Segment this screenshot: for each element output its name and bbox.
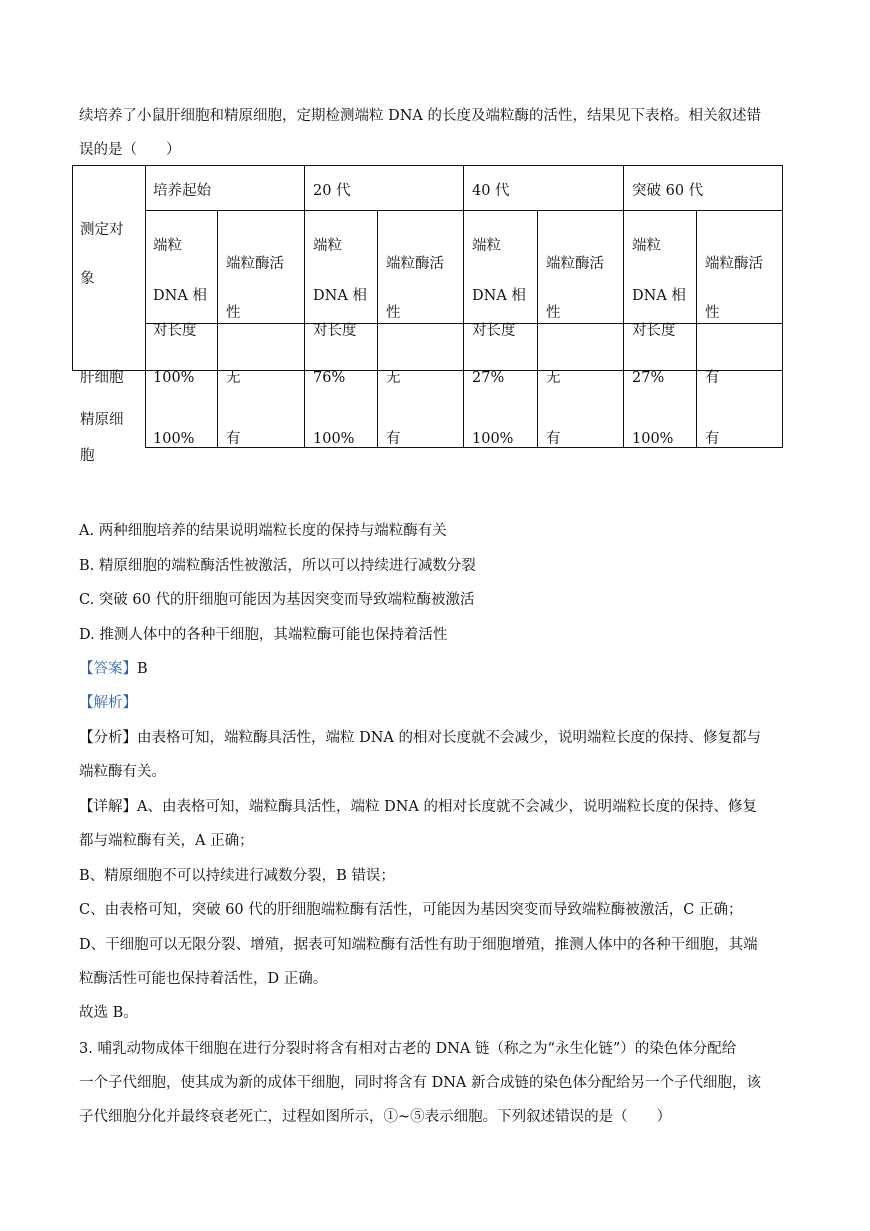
table-cell: 100%	[153, 370, 195, 386]
table-col-7	[623, 165, 624, 447]
group-header: 40 代	[472, 183, 510, 199]
group-header: 突破 60 代	[632, 183, 704, 199]
q3-line-1: 3. 哺乳动物成体干细胞在进行分裂时将含有相对古老的 DNA 链（称之为“永生化链”）的染色体分配给	[79, 1041, 737, 1057]
table-cell: 100%	[313, 431, 355, 447]
xiangjie-line-4: C、由表格可知，突破 60 代的肝细胞端粒酶有活性，可能因为基因突变而导致端粒酶被激活，C 正确；	[79, 902, 743, 918]
table-cell: 76%	[313, 370, 346, 386]
conclusion: 故选 B。	[79, 1005, 138, 1021]
sub-header-activity: 端粒酶活	[546, 256, 604, 272]
table-col-1	[145, 165, 146, 447]
table-cell: 无	[546, 370, 561, 386]
table-cell: 无	[386, 370, 401, 386]
sub-header-length: 端粒	[153, 238, 182, 254]
xiangjie-text: A、由表格可知，端粒酶具活性，端粒 DNA 的相对长度就不会减少，说明端粒长度的保持、修复	[137, 799, 757, 815]
fenxi-tag: 【分析】	[79, 730, 137, 746]
sub-header-activity: 性	[386, 305, 401, 321]
intro-line-2: 误的是（ ）	[79, 142, 181, 158]
table-col-8	[696, 210, 697, 447]
fenxi-line-2: 端粒酶有关。	[79, 764, 166, 780]
corner-header-cont: 象	[80, 271, 95, 287]
table-cell: 100%	[472, 431, 514, 447]
table-cell: 100%	[153, 431, 195, 447]
table-cell: 有	[226, 431, 241, 447]
sub-header-length: DNA 相	[472, 288, 526, 304]
answer-label: 【答案】	[79, 661, 137, 677]
table-cell: 27%	[632, 370, 665, 386]
table-cell: 有	[386, 431, 401, 447]
table-col-4	[377, 210, 378, 447]
answer-line	[79, 659, 148, 679]
intro-line-1: 续培养了小鼠肝细胞和精原细胞，定期检测端粒 DNA 的长度及端粒酶的活性，结果见下表格。相关叙述错	[79, 108, 761, 124]
data-table	[0, 0, 870, 480]
option-a: A. 两种细胞培养的结果说明端粒长度的保持与端粒酶有关	[79, 523, 447, 539]
sub-header-length: 端粒	[313, 238, 342, 254]
table-cell: 无	[226, 370, 241, 386]
row-label-spermatogonia: 精原细	[80, 412, 124, 428]
group-header: 培养起始	[153, 183, 211, 199]
table-col-6	[537, 210, 538, 447]
sub-header-length: 对长度	[313, 323, 357, 339]
sub-header-length: 对长度	[153, 323, 197, 339]
table-cell: 27%	[472, 370, 505, 386]
q3-line-3: 子代细胞分化并最终衰老死亡，过程如图所示，①~⑤表示细胞。下列叙述错误的是（ ）	[79, 1109, 672, 1125]
xiangjie-line-5: D、干细胞可以无限分裂、增殖，据表可知端粒酶有活性有助于细胞增殖，推测人体中的各种干细胞，其端	[79, 937, 758, 953]
table-rule-groups	[145, 210, 783, 211]
fenxi-line-1	[79, 728, 761, 748]
xiangjie-tag: 【详解】	[79, 799, 137, 815]
table-col-2	[217, 210, 218, 447]
table-cell: 有	[546, 431, 561, 447]
xiangjie-line-1	[79, 797, 757, 817]
sub-header-activity: 性	[705, 305, 720, 321]
option-b: B. 精原细胞的端粒酶活性被激活，所以可以持续进行减数分裂	[79, 558, 476, 574]
sub-header-length: DNA 相	[313, 288, 367, 304]
fenxi-text: 由表格可知，端粒酶具活性，端粒 DNA 的相对长度就不会减少，说明端粒长度的保持、修复都与	[137, 730, 761, 746]
table-col-5	[463, 165, 464, 447]
sub-header-length: 对长度	[472, 323, 516, 339]
group-header: 20 代	[313, 183, 351, 199]
option-c: C. 突破 60 代的肝细胞可能因为基因突变而导致端粒酶被激活	[79, 592, 475, 608]
table-border-right	[782, 165, 783, 447]
sub-header-length: DNA 相	[153, 288, 207, 304]
analysis-label: 【解析】	[79, 695, 137, 711]
sub-header-activity: 端粒酶活	[386, 256, 444, 272]
xiangjie-line-6: 粒酶活性可能也保持着活性，D 正确。	[79, 971, 328, 987]
corner-header: 测定对	[80, 222, 124, 238]
table-rule-sub	[145, 323, 783, 324]
xiangjie-line-3: B、精原细胞不可以持续进行减数分裂，B 错误；	[79, 868, 395, 884]
table-border-top	[72, 165, 783, 166]
sub-header-length: 端粒	[632, 238, 661, 254]
option-d: D. 推测人体中的各种干细胞，其端粒酶可能也保持着活性	[79, 627, 448, 643]
q3-line-2: 一个子代细胞，使其成为新的成体干细胞，同时将含有 DNA 新合成链的染色体分配给另一个子代细胞，该	[79, 1075, 761, 1091]
sub-header-activity: 端粒酶活	[705, 256, 763, 272]
table-border-left	[72, 165, 73, 370]
sub-header-length: 端粒	[472, 238, 501, 254]
table-cell: 100%	[632, 431, 674, 447]
sub-header-length: 对长度	[632, 323, 676, 339]
xiangjie-line-2: 都与端粒酶有关，A 正确；	[79, 833, 254, 849]
sub-header-activity: 性	[546, 305, 561, 321]
table-border-bottom	[145, 447, 783, 448]
row-label-spermatogonia-cont: 胞	[80, 448, 95, 464]
sub-header-length: DNA 相	[632, 288, 686, 304]
answer-value: B	[137, 661, 148, 677]
table-cell: 有	[705, 370, 720, 386]
sub-header-activity: 性	[226, 305, 241, 321]
table-cell: 有	[705, 431, 720, 447]
sub-header-activity: 端粒酶活	[226, 256, 284, 272]
row-label-liver: 肝细胞	[80, 370, 124, 386]
table-col-3	[304, 165, 305, 447]
